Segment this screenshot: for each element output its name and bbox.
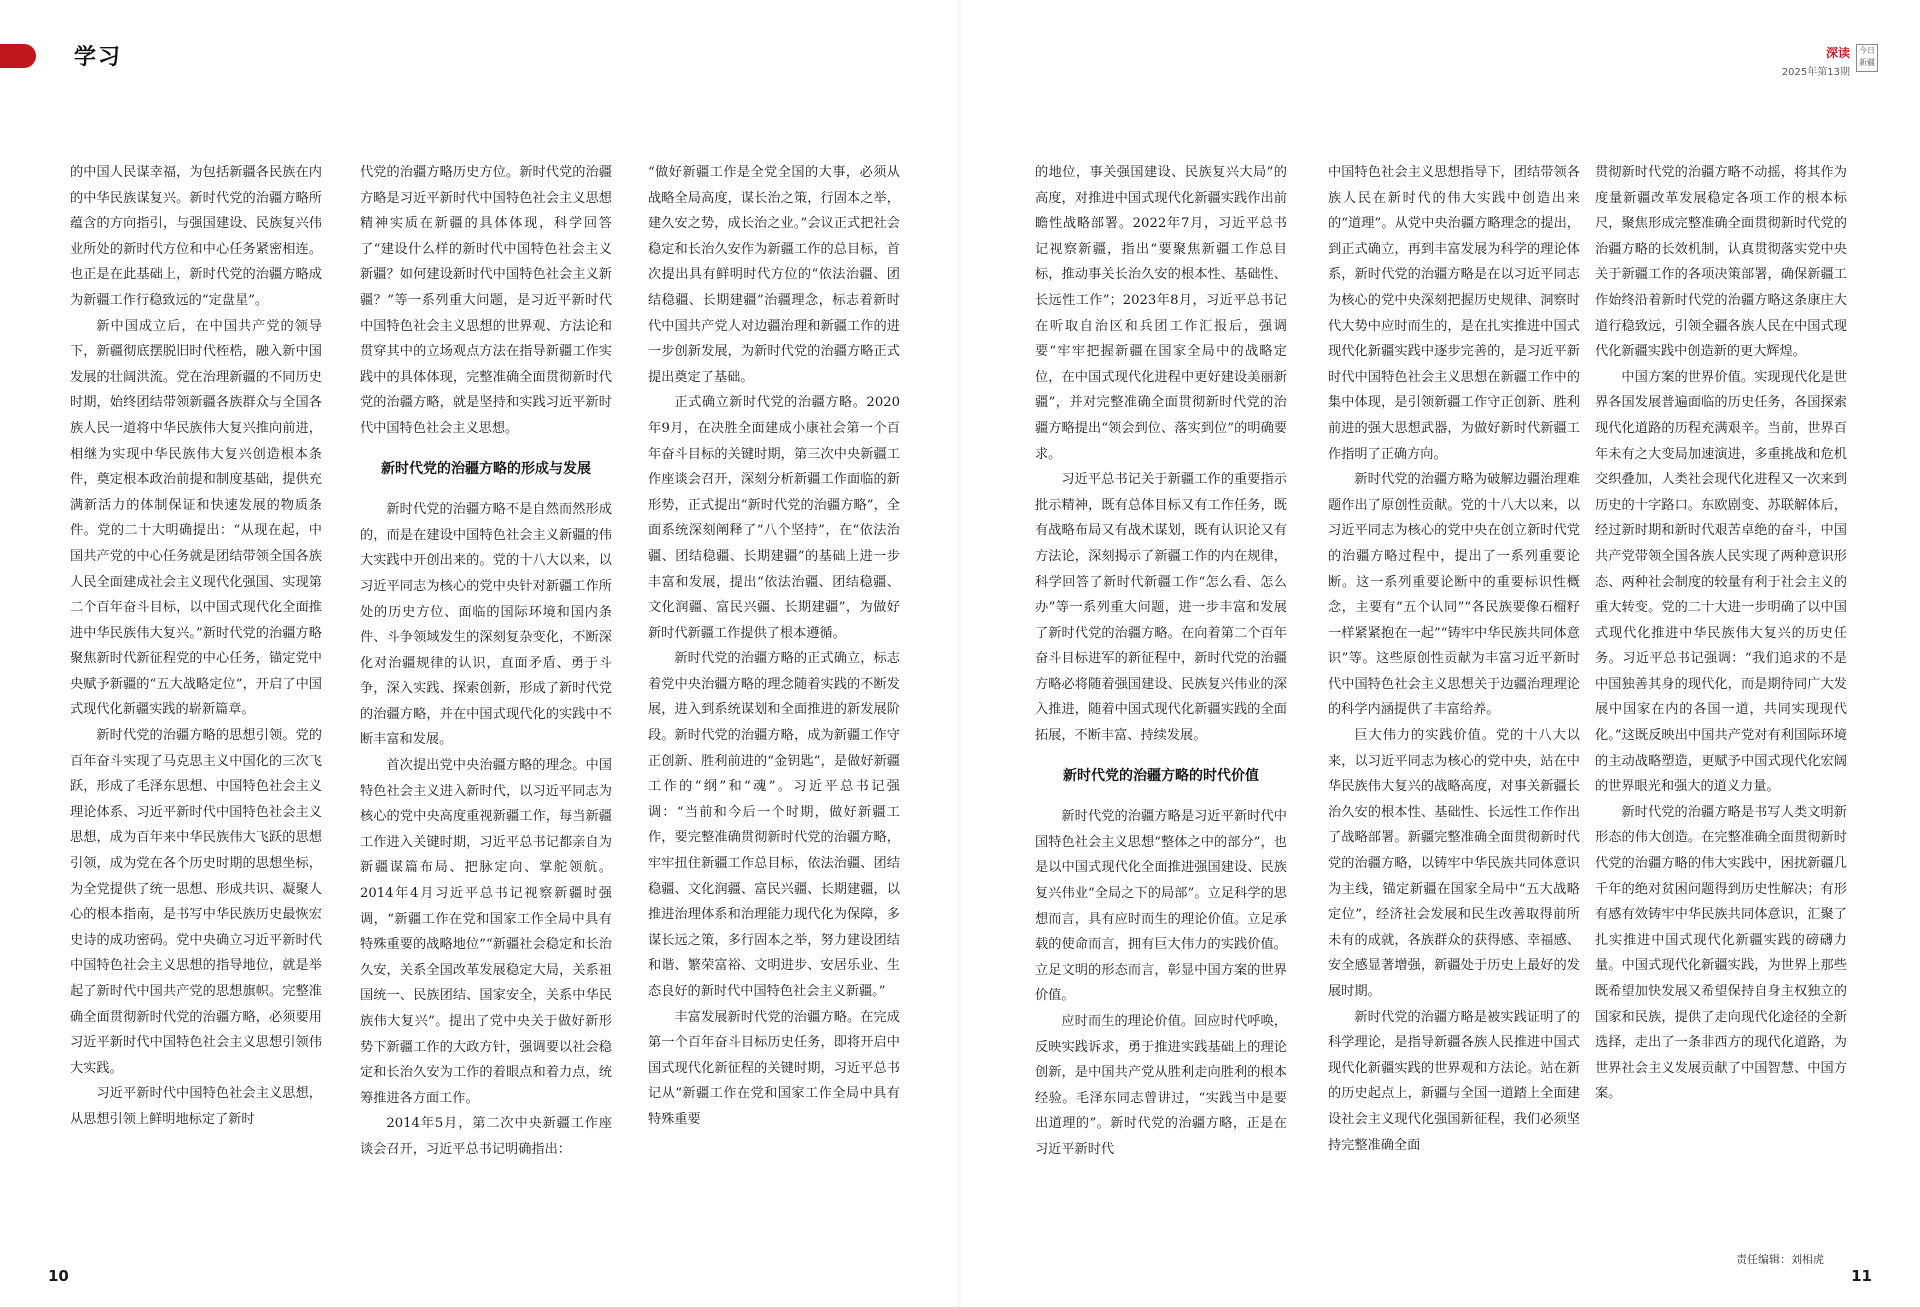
paragraph: 的地位，事关强国建设、民族复兴大局”的高度，对推进中国式现代化新疆实践作出前瞻性战略部署。2022年7月，习近平总书记视察新疆，指出“要聚焦新疆工作总目标，推动事关长治久安的根本性、基础性、长远性工作”；2023年8月，习近平总书记在听取自治区和兵团工作汇报后，强调要“牢牢把握新疆在国家全局中的战略定位，在中国式现代化进程中更好建设美丽新疆”，并对完整准确全面贯彻新时代党的治疆方略提出“领会到位、落实到位”的明确要求。: [1035, 165, 1287, 462]
paragraph: 中国特色社会主义思想指导下，团结带领各族人民在新时代的伟大实践中创造出来的“道理”。从党中央治疆方略理念的提出，到正式确立，再到丰富发展为科学的理论体系，新时代党的治疆方略是在以习近平同志为核心的党中央深刻把握历史规律、洞察时代大势中应时而生的，是在扎实推进中国式现代化新疆实践中逐步完善的，是习近平新时代中国特色社会主义思想在新疆工作中的集中体现，是引领新疆工作守正创新、胜利前进的强大思想武器，为做好新时代新疆工作指明了正确方向。: [1328, 165, 1580, 462]
left-page: [70, 160, 910, 1280]
page-number-left: 10: [48, 1267, 69, 1285]
paragraph: 丰富发展新时代党的治疆方略。在完成第一个百年奋斗目标历史任务，即将开启中国式现代化新征程的关键时期，习近平总书记从“新疆工作在党和国家工作全局中具有特殊重要: [648, 1009, 900, 1127]
page-gutter: [958, 0, 962, 1307]
left-column-2: [360, 160, 612, 1250]
left-column-1: [70, 160, 322, 1250]
section-title: 学习: [74, 45, 123, 70]
paragraph: 正式确立新时代党的治疆方略。2020年9月，在决胜全面建成小康社会第一个百年奋斗目标的关键时期，第三次中央新疆工作座谈会召开，深刻分析新疆工作面临的新形势，正式提出“新时代党的治疆方略”，全面系统深刻阐释了“八个坚持”，在“依法治疆、团结稳疆、长期建疆”的基础上进一步丰富和发展，提出“依法治疆、团结稳疆、文化润疆、富民兴疆、长期建疆”，为做好新时代新疆工作提供了根本遵循。: [648, 395, 900, 641]
paragraph: 习近平新时代中国特色社会主义思想，从思想引领上鲜明地标定了新时: [70, 1086, 322, 1127]
subheading: 新时代党的治疆方略的时代价值: [1063, 767, 1259, 784]
issue-number: 2025年第13期: [1781, 67, 1850, 78]
paragraph: 新时代党的治疆方略的思想引领。党的百年奋斗实现了马克思主义中国化的三次飞跃，形成了毛泽东思想、中国特色社会主义理论体系、习近平新时代中国特色社会主义思想，成为百年来中华民族伟大飞跃的思想引领，成为党在各个历史时期的思想坐标，为全党提供了统一思想、形成共识、凝聚人心的根本指南，是书写中华民族历史最恢宏史诗的成功密码。党中央确立习近平新时代中国特色社会主义思想的指导地位，就是举起了新时代中国共产党的思想旗帜。完整准确全面贯彻新时代党的治疆方略，必须要用习近平新时代中国特色社会主义思想引领伟大实践。: [70, 728, 322, 1076]
paragraph: 贯彻新时代党的治疆方略不动摇，将其作为度量新疆改革发展稳定各项工作的根本标尺，聚焦形成完整准确全面贯彻新时代党的治疆方略的长效机制，认真贯彻落实党中央关于新疆工作的各项决策部署，确保新疆工作始终沿着新时代党的治疆方略这条康庄大道行稳致远，引领全疆各族人民在中国式现代化新疆实践中创造新的更大辉煌。: [1595, 165, 1847, 360]
right-column-2: [1328, 160, 1580, 1250]
paragraph: 新时代党的治疆方略的正式确立，标志着党中央治疆方略的理念随着实践的不断发展，进入到系统谋划和全面推进的新发展阶段。新时代党的治疆方略，成为新疆工作守正创新、胜利前进的“金钥匙”，是做好新疆工作的“纲”和“魂”。习近平总书记强调：“当前和今后一个时期，做好新疆工作，要完整准确贯彻新时代党的治疆方略，牢牢扭住新疆工作总目标，依法治疆、团结稳疆、文化润疆、富民兴疆、长期建疆，以推进治理体系和治理能力现代化为保障，多谋长远之策，多行固本之举，努力建设团结和谐、繁荣富裕、文明进步、安居乐业、生态良好的新时代中国特色社会主义新疆。”: [648, 651, 900, 999]
paragraph: 应时而生的理论价值。回应时代呼唤，反映实践诉求，勇于推进实践基础上的理论创新，是中国共产党从胜利走向胜利的根本经验。毛泽东同志曾讲过，“实践当中是要出道理的”。新时代党的治疆方略，正是在习近平新时代: [1035, 1014, 1287, 1157]
brand-name: 深读: [1825, 46, 1850, 60]
paragraph: 新时代党的治疆方略是习近平新时代中国特色社会主义思想“整体之中的部分”，也是以中国式现代化全面推进强国建设、民族复兴伟业“全局之下的局部”。立足科学的思想而言，具有应时而生的理论价值。立足承载的使命而言，拥有巨大伟力的实践价值。立足文明的形态而言，彰显中国方案的世界价值。: [1035, 809, 1287, 1004]
paragraph: 中国方案的世界价值。实现现代化是世界各国发展普遍面临的历史任务，各国探索现代化道路的历程充满艰辛。当前，世界百年未有之大变局加速演进，多重挑战和危机交织叠加，人类社会现代化进程又一次来到历史的十字路口。东欧剧变、苏联解体后，经过新时期和新时代艰苦卓绝的奋斗，中国共产党带领全国各族人民实现了两种意识形态、两种社会制度的较量有利于社会主义的重大转变。党的二十大进一步明确了以中国式现代化推进中华民族伟大复兴的历史任务。习近平总书记强调：“我们追求的不是中国独善其身的现代化，而是期待同广大发展中国家在内的各国一道，共同实现现代化。”这既反映出中国共产党对有利国际环境的主动战略塑造，更赋予中国式现代化宏阔的世界眼光和强大的道义力量。: [1595, 369, 1847, 795]
paragraph: “做好新疆工作是全党全国的大事，必须从战略全局高度，谋长治之策，行固本之举，建久安之势，成长治之业。”会议正式把社会稳定和长治久安作为新疆工作的总目标，首次提出具有鲜明时代方位的“依法治疆、团结稳疆、长期建疆”治疆理念，标志着新时代中国共产党人对边疆治理和新疆工作的进一步创新发展，为新时代党的治疆方略正式提出奠定了基础。: [648, 165, 900, 385]
magazine-logo: 今日新疆: [1856, 44, 1878, 72]
paragraph: 2014年5月，第二次中央新疆工作座谈会召开，习近平总书记明确指出：: [360, 1116, 612, 1157]
paragraph: 新中国成立后，在中国共产党的领导下，新疆彻底摆脱旧时代桎梏，融入新中国发展的壮阔洪流。党在治理新疆的不同历史时期，始终团结带领新疆各族群众与全国各族人民一道将中华民族伟大复兴推向前进，相继为实现中华民族伟大复兴创造根本条件，奠定根本政治前提和制度基础，提供充满新活力的体制保证和快速发展的物质条件。党的二十大明确提出：“从现在起，中国共产党的中心任务就是团结带领全国各族人民全面建成社会主义现代化强国、实现第二个百年奋斗目标，以中国式现代化全面推进中华民族伟大复兴。”新时代党的治疆方略聚焦新时代新征程党的中心任务，锚定党中央赋予新疆的“五大战略定位”，开启了中国式现代化新疆实践的崭新篇章。: [70, 318, 322, 718]
editor-credit: 责任编辑：刘相虎: [1736, 1253, 1824, 1266]
section-tab-marker: [0, 44, 36, 68]
paragraph: 代党的治疆方略历史方位。新时代党的治疆方略是习近平新时代中国特色社会主义思想精神实质在新疆的具体体现，科学回答了“建设什么样的新时代中国特色社会主义新疆？如何建设新时代中国特色社会主义新疆？”等一系列重大问题，是习近平新时代中国特色社会主义思想的世界观、方法论和贯穿其中的立场观点方法在指导新疆工作实践中的具体体现，完整准确全面贯彻新时代党的治疆方略，就是坚持和实践习近平新时代中国特色社会主义思想。: [360, 165, 612, 436]
paragraph: 新时代党的治疆方略为破解边疆治理难题作出了原创性贡献。党的十八大以来，以习近平同志为核心的党中央在创立新时代党的治疆方略过程中，提出了一系列重要论断。这一系列重要论断中的重要标识性概念，主要有“五个认同”“各民族要像石榴籽一样紧紧抱在一起”“铸牢中华民族共同体意识”等。这些原创性贡献为丰富习近平新时代中国特色社会主义思想关于边疆治理理论的科学内涵提供了丰富给养。: [1328, 472, 1580, 718]
right-column-3: [1595, 160, 1847, 1250]
page-number-right: 11: [1851, 1267, 1872, 1285]
paragraph: 首次提出党中央治疆方略的理念。中国特色社会主义进入新时代，以习近平同志为核心的党中央高度重视新疆工作，每当新疆工作进入关键时期，习近平总书记都亲自为新疆谋篇布局、把脉定向、掌舵领航。2014年4月习近平总书记视察新疆时强调，“新疆工作在党和国家工作全局中具有特殊重要的战略地位”“新疆社会稳定和长治久安，关系全国改革发展稳定大局，关系祖国统一、民族团结、国家安全，关系中华民族伟大复兴”。提出了党中央关于做好新形势下新疆工作的大政方针，强调要以社会稳定和长治久安为工作的着眼点和着力点，统筹推进各方面工作。: [360, 758, 612, 1106]
right-page: [1035, 160, 1850, 1280]
paragraph: 新时代党的治疆方略是书写人类文明新形态的伟大创造。在完整准确全面贯彻新时代党的治疆方略的伟大实践中，困扰新疆几千年的绝对贫困问题得到历史性解决；有形有感有效铸牢中华民族共同体意识，汇聚了扎实推进中国式现代化新疆实践的磅礴力量。中国式现代化新疆实践，为世界上那些既希望加快发展又希望保持自身主权独立的国家和民族，提供了走向现代化途径的全新选择，走出了一条非西方的现代化道路，为世界社会主义发展贡献了中国智慧、中国方案。: [1595, 804, 1847, 1102]
left-column-3: [648, 160, 900, 1250]
subheading: 新时代党的治疆方略的形成与发展: [381, 460, 591, 477]
paragraph: 的中国人民谋幸福，为包括新疆各民族在内的中华民族谋复兴。新时代党的治疆方略所蕴含的方向指引，与强国建设、民族复兴伟业所处的新时代方位和中心任务紧密相连。也正是在此基础上，新时代党的治疆方略成为新疆工作行稳致远的“定盘星”。: [70, 165, 322, 308]
magazine-brand: [1782, 44, 1850, 78]
paragraph: 新时代党的治疆方略是被实践证明了的科学理论，是指导新疆各族人民推进中国式现代化新疆实践的世界观和方法论。站在新的历史起点上，新疆与全国一道踏上全面建设社会主义现代化强国新征程，我们必须坚持完整准确全面: [1328, 1009, 1580, 1153]
right-column-1: [1035, 160, 1287, 1250]
paragraph: 新时代党的治疆方略不是自然而然形成的，而是在建设中国特色社会主义新疆的伟大实践中开创出来的。党的十八大以来，以习近平同志为核心的党中央针对新疆工作所处的历史方位、面临的国际环境和国内条件、斗争领域发生的深刻复杂变化，不断深化对治疆规律的认识，直面矛盾、勇于斗争，深入实践、探索创新，形成了新时代党的治疆方略，并在中国式现代化的实践中不断丰富和发展。: [360, 502, 612, 748]
paragraph: 习近平总书记关于新疆工作的重要指示批示精神，既有总体目标又有工作任务，既有战略布局又有战术谋划，既有认识论又有方法论，深刻揭示了新疆工作的内在规律，科学回答了新时代新疆工作“怎么看、怎么办”等一系列重大问题，进一步丰富和发展了新时代党的治疆方略。在向着第二个百年奋斗目标进军的新征程中，新时代党的治疆方略必将随着强国建设、民族复兴伟业的深入推进，随着中国式现代化新疆实践的全面拓展，不断丰富、持续发展。: [1035, 472, 1287, 744]
paragraph: 巨大伟力的实践价值。党的十八大以来，以习近平同志为核心的党中央，站在中华民族伟大复兴的战略高度，对事关新疆长治久安的根本性、基础性、长远性工作作出了战略部署。新疆完整准确全面贯彻新时代党的治疆方略，以铸牢中华民族共同体意识为主线，锚定新疆在国家全局中“五大战略定位”，经济社会发展和民生改善取得前所未有的成就，各族群众的获得感、幸福感、安全感显著增强，新疆处于历史上最好的发展时期。: [1328, 728, 1580, 999]
